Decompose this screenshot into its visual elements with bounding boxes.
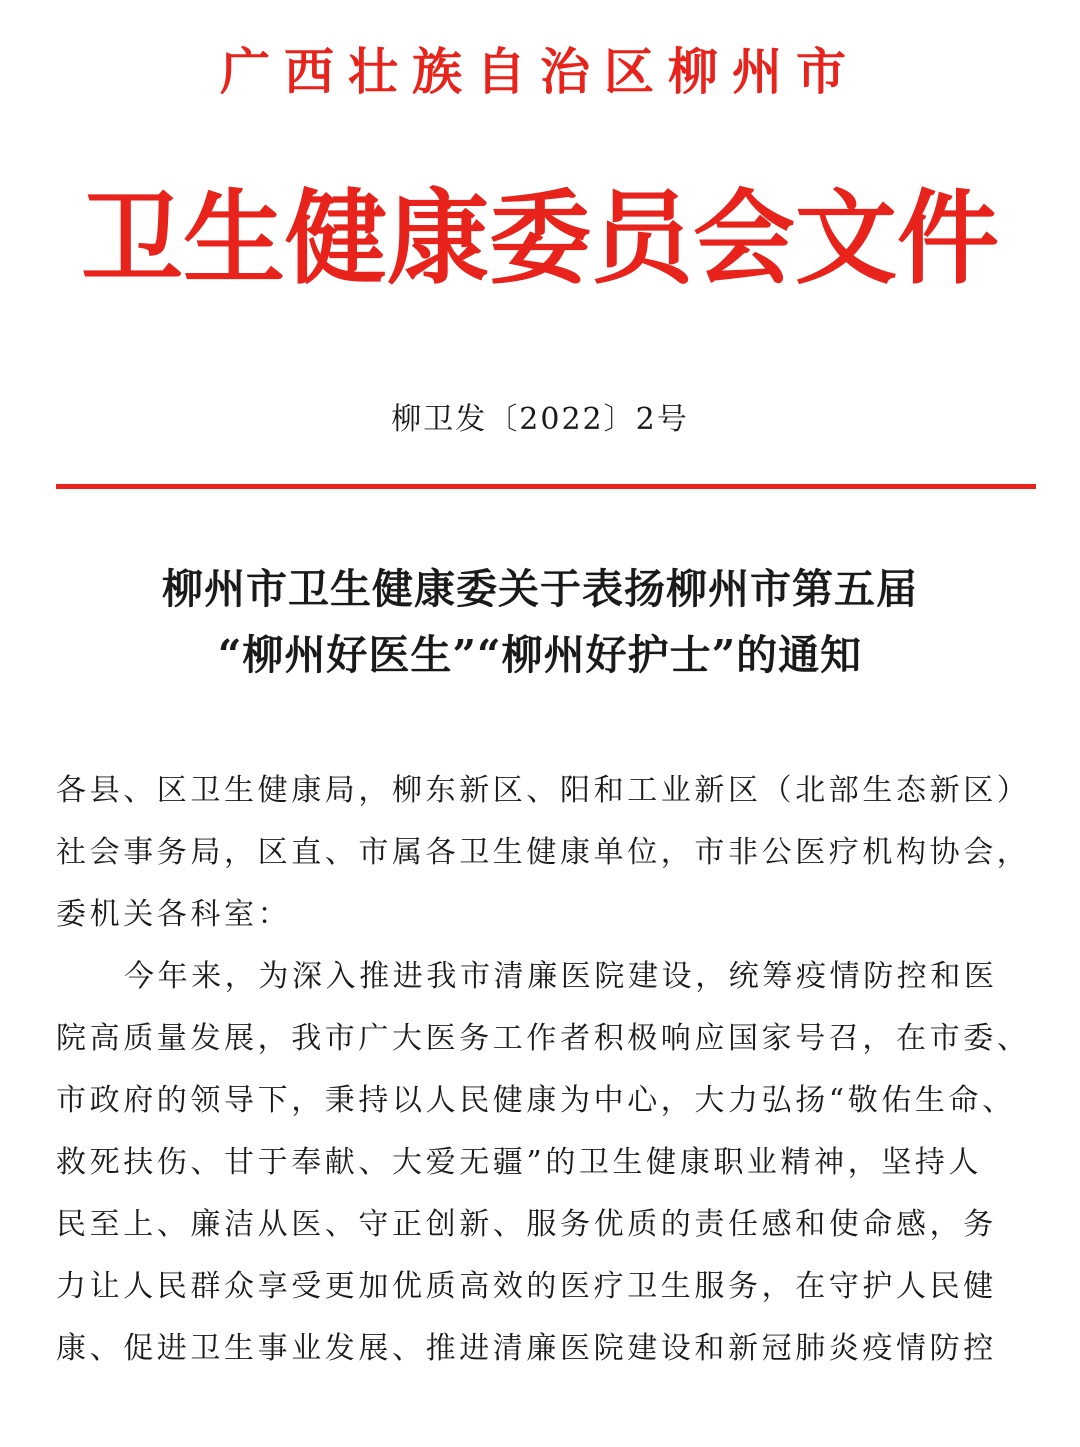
paragraph-line: 康、促进卫生事业发展、推进清廉医院建设和新冠肺炎疫情防控	[56, 1331, 997, 1366]
document-title	[0, 556, 1080, 688]
document-body	[56, 760, 1036, 1380]
document-number: 柳卫发〔2022〕2号	[391, 402, 689, 437]
addressee-line: 各县、区卫生健康局，柳东新区、阳和工业新区（北部生态新区）	[56, 773, 1031, 808]
issuer-name-line2: 卫生健康委员会文件	[81, 180, 999, 299]
red-divider-rule	[56, 484, 1036, 489]
addressee-line: 社会事务局，区直、市属各卫生健康单位，市非公医疗机构协会，	[56, 835, 1031, 870]
paragraph-line: 市政府的领导下，秉持以人民健康为中心，大力弘扬“敬佑生命、	[56, 1083, 1016, 1118]
paragraph-line: 今年来，为深入推进我市清廉医院建设，统筹疫情防控和医	[124, 959, 998, 994]
document-title-line2: “柳州好医生”“柳州好护士”的通知	[217, 631, 863, 679]
paragraph-line: 民至上、廉洁从医、守正创新、服务优质的责任感和使命感，务	[56, 1207, 997, 1242]
paragraph-line: 力让人民群众享受更加优质高效的医疗卫生服务，在守护人民健	[56, 1269, 997, 1304]
issuer-name-line1: 广西壮族自治区柳州市	[220, 42, 860, 101]
paragraph-line: 救死扶伤、甘于奉献、大爱无疆”的卫生健康职业精神，坚持人	[56, 1145, 983, 1180]
paragraph-line: 院高质量发展，我市广大医务工作者积极响应国家号召，在市委、	[56, 1021, 1031, 1056]
document-title-line1: 柳州市卫生健康委关于表扬柳州市第五届	[162, 565, 918, 613]
addressee-line: 委机关各科室：	[56, 897, 292, 932]
